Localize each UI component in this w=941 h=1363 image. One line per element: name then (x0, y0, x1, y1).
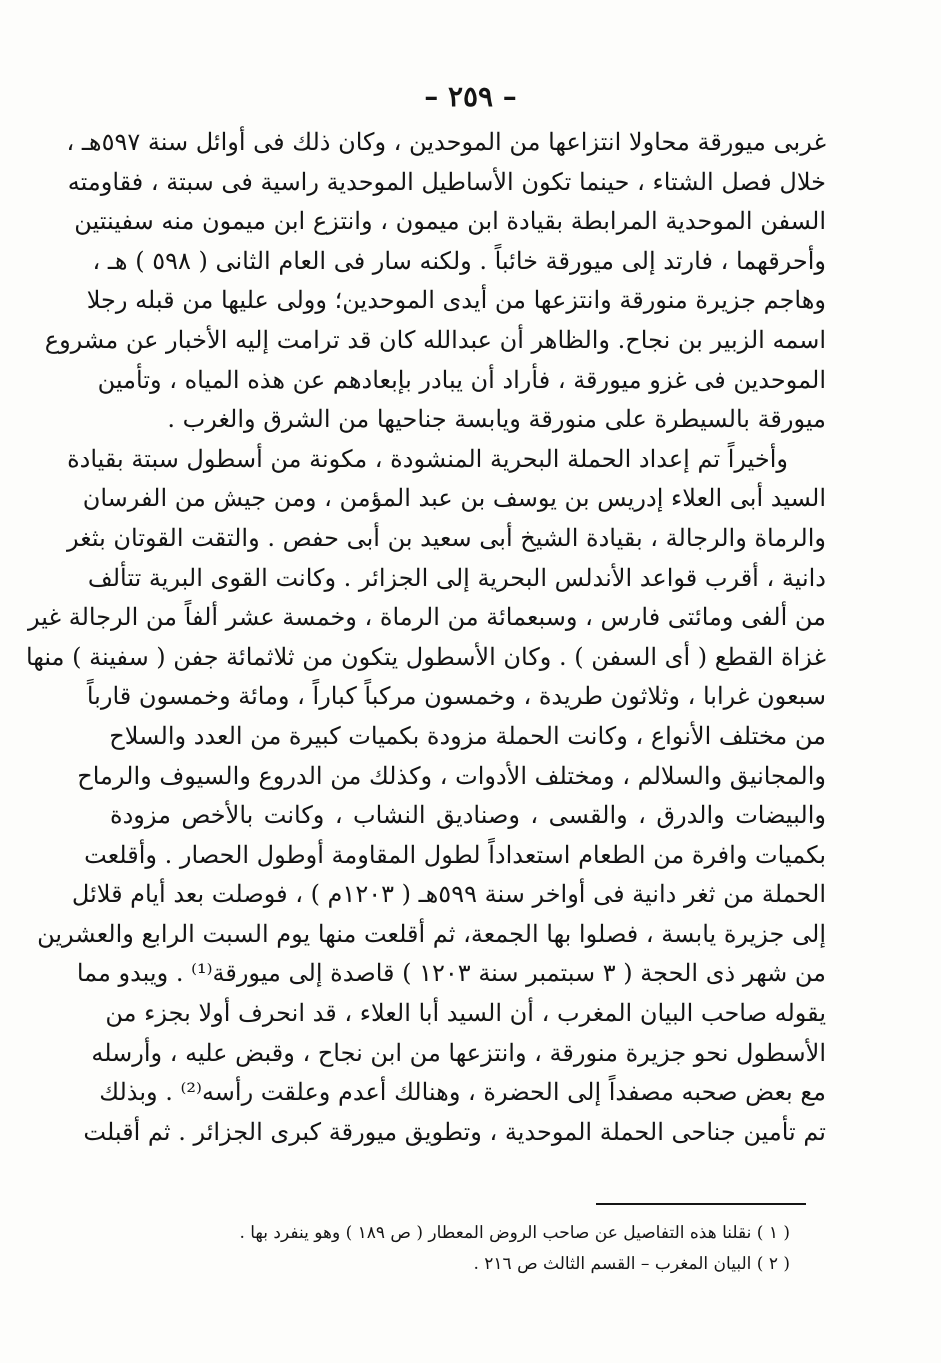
footnote-2: ( ٢ ) البيان المغرب – القسم الثالث ص ٢١٦ . (473, 1254, 790, 1274)
text-line: والرماة والرجالة ، بقيادة الشيخ أبى سعيد بن أبى حفص . والتقت القوتان بثغر (67, 523, 826, 552)
text-line: الحملة من ثغر دانية فى أواخر سنة ٥٩٩هـ ( ١٢٠٣م ) ، فوصلت بعد أيام قلائل (71, 880, 826, 909)
text-line: من شهر ذى الحجة ( ٣ سبتمبر سنة ١٢٠٣ ) قاصدة إلى ميورقة⁽¹⁾ . ويبدو مما (76, 959, 826, 988)
text-line: خلال فصل الشتاء ، حينما تكون الأساطيل الموحدية راسية فى سبتة ، فقاومته (67, 167, 826, 196)
text-line: سبعون غرابا ، وثلاثون طريدة ، وخمسون مركباً كباراً ، ومائة وخمسون قارباً (86, 682, 826, 711)
text-line: من ألفى ومائتى فارس ، وسبعمائة من الرماة ، وخمسة عشر ألفاً من الرجالة غير (28, 603, 826, 632)
text-line: من مختلف الأنواع ، وكانت الحملة مزودة بكميات كبيرة من العدد والسلاح (109, 721, 826, 750)
text-line: والمجانيق والسلالم ، ومختلف الأدوات ، وكذلك من الدروع والسيوف والرماح (77, 761, 826, 790)
text-line: الموحدين فى غزو ميورقة ، فأراد أن يبادر بإبعادهم عن هذه المياه ، وتأمين (97, 365, 826, 394)
text-line: غربى ميورقة محاولا انتزاعها من الموحدين ، وكان ذلك فى أوائل سنة ٥٩٧هـ ، (66, 128, 826, 156)
text-line: السفن الموحدية المرابطة بقيادة ابن ميمون ، وانتزع ابن ميمون منه سفينتين (74, 207, 826, 236)
text-line: يقوله صاحب البيان المغرب ، أن السيد أبا العلاء ، قد انحرف أولا بجزء من (105, 999, 826, 1028)
footnote-1: ( ١ ) نقلنا هذه التفاصيل عن صاحب الروض المعطار ( ص ١٨٩ ) وهو ينفرد بها . (239, 1223, 790, 1243)
text-line: مع بعض صحبه مصفداً إلى الحضرة ، وهنالك أعدم وعلقت رأسه⁽²⁾ . وبذلك (99, 1078, 826, 1107)
text-line: تم تأمين جناحى الحملة الموحدية ، وتطويق ميورقة كبرى الجزائر . ثم أقبلت (83, 1117, 826, 1146)
text-line: بكميات وافرة من الطعام استعداداً لطول المقاومة أوطول الحصار . وأقلعت (84, 840, 826, 869)
text-line: السيد أبى العلاء إدريس بن يوسف بن عبد المؤمن ، ومن جيش من الفرسان (82, 484, 826, 513)
body-text (25, 123, 826, 1152)
text-line: والبيضات والدرق ، والقسى ، وصناديق النشاب ، وكانت بالأخص مزودة (110, 801, 826, 830)
footnote-divider (596, 1203, 806, 1205)
text-line: الأسطول نحو جزيرة منورقة ، وانتزعها من ابن نجاح ، وقبض عليه ، وأرسله (91, 1038, 826, 1067)
paragraph-2 (25, 440, 826, 1153)
page-number: – ٢٥٩ – (424, 80, 517, 113)
text-line: إلى جزيرة يابسة ، فصلوا بها الجمعة، ثم أقلعت منها يوم السبت الرابع والعشرين (37, 919, 826, 948)
paragraph-1 (44, 123, 826, 440)
text-line: اسمه الزبير بن نجاح. والظاهر أن عبدالله كان قد ترامت إليه الأخبار عن مشروع (44, 325, 826, 354)
text-line: ميورقة بالسيطرة على منورقة ويابسة جناحيها من الشرق والغرب . (167, 405, 826, 434)
text-line: غزاة القطع ( أى السفن ) . وكان الأسطول يتكون من ثلاثمائة جفن ( سفينة ) منها (25, 642, 826, 671)
text-line: وأحرقهما ، فارتد إلى ميورقة خائباً . ولكنه سار فى العام الثانى ( ٥٩٨ ) هـ ، (92, 246, 826, 275)
text-line: وهاجم جزيرة منورقة وانتزعها من أيدى الموحدين؛ وولى عليها من قبله رجلا (86, 286, 826, 315)
footnotes (150, 1218, 790, 1280)
text-line: دانية ، أقرب قواعد الأندلس البحرية إلى الجزائر . وكانت القوى البرية تتألف (87, 563, 826, 592)
text-line: وأخيراً تم إعداد الحملة البحرية المنشودة ، مكونة من أسطول سبتة بقيادة (67, 444, 788, 473)
